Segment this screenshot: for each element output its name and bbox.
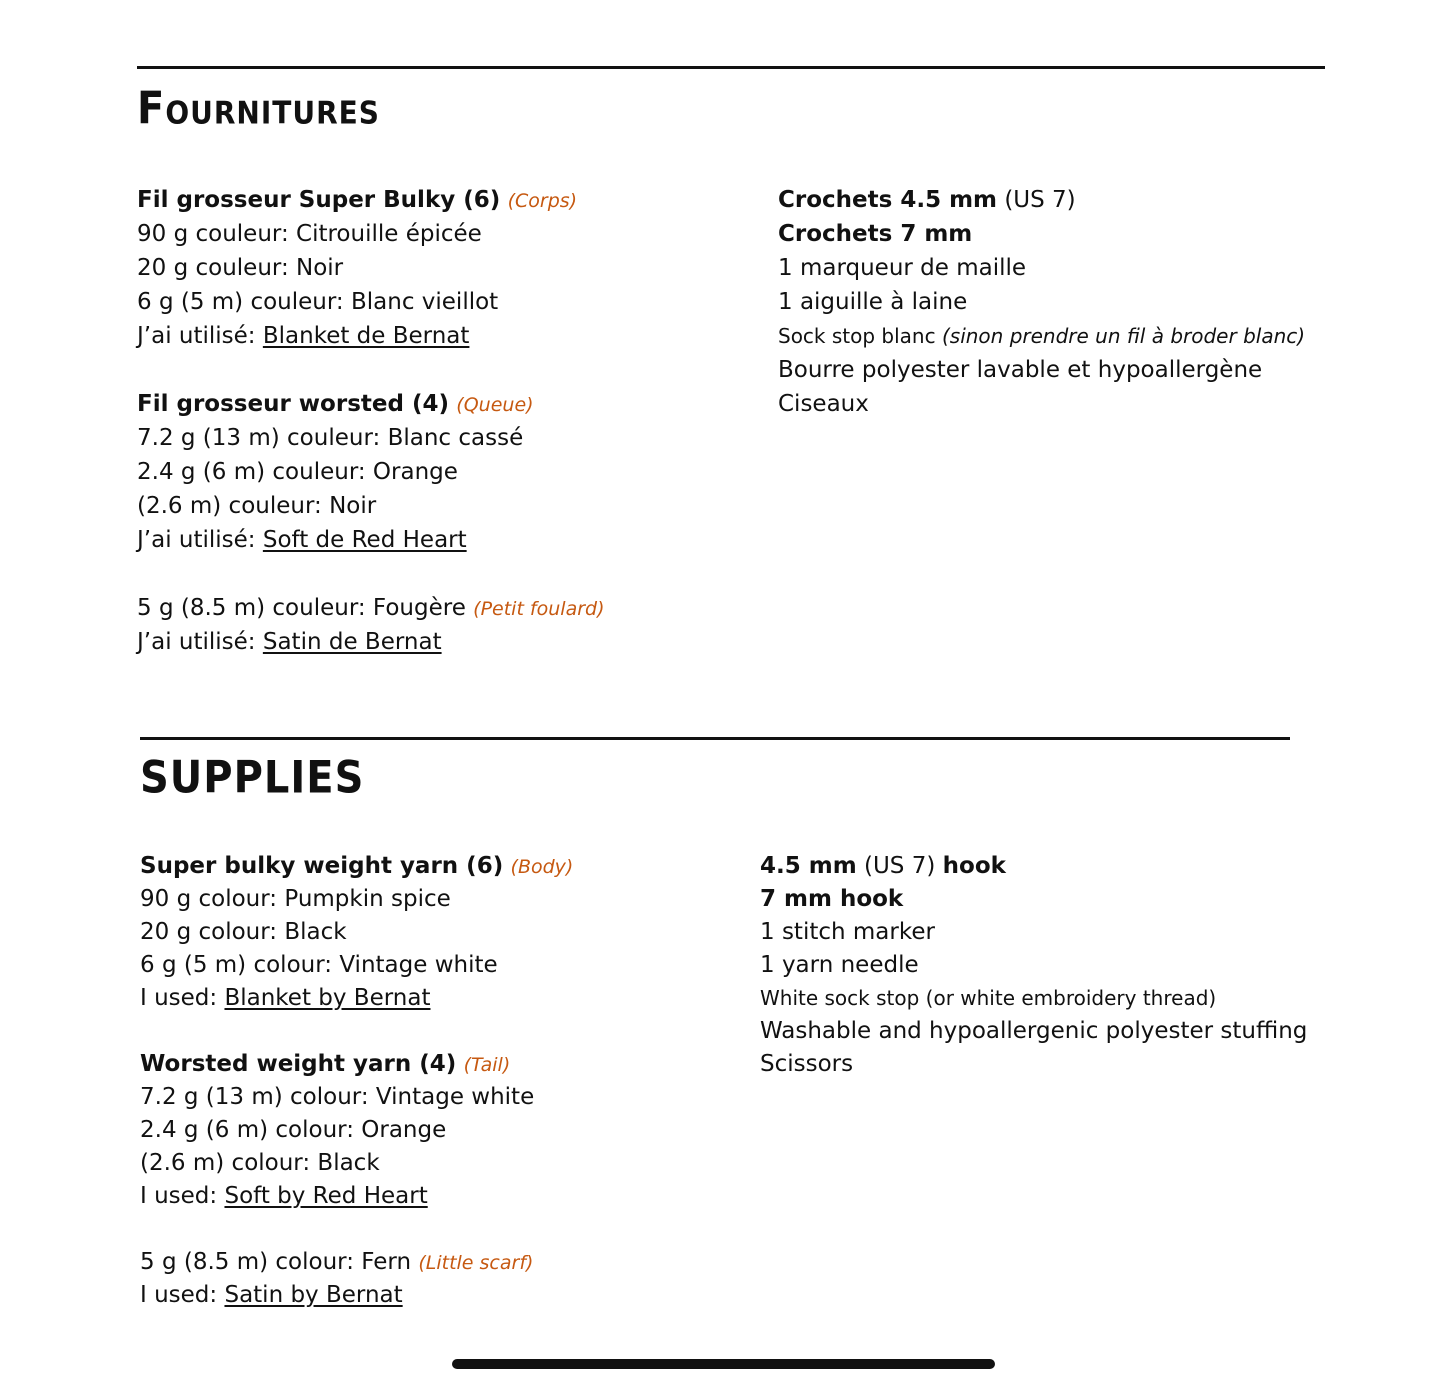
usage-note: (Body) <box>510 856 574 878</box>
scarf-text: 5 g (8.5 m) colour: Fern <box>140 1249 412 1275</box>
used-prefix: J’ai utilisé: <box>137 527 256 553</box>
list-item: 1 marqueur de maille <box>778 255 1027 281</box>
heading-text: Worsted weight yarn (4) <box>140 1051 457 1077</box>
usage-note: (Petit foulard) <box>473 598 605 620</box>
satin-link[interactable]: Satin by Bernat <box>224 1282 403 1308</box>
list-item: 90 g colour: Pumpkin spice <box>140 886 451 912</box>
used-prefix: I used: <box>140 985 218 1011</box>
list-item: (2.6 m) colour: Black <box>140 1150 380 1176</box>
list-item: 20 g colour: Black <box>140 919 347 945</box>
section-title-supplies: SUPPLIES <box>140 752 365 804</box>
fr-scarf-line <box>137 591 605 625</box>
used-prefix: J’ai utilisé: <box>137 629 256 655</box>
list-item: 6 g (5 m) couleur: Blanc vieillot <box>137 289 499 315</box>
en-worsted-heading <box>140 1048 573 1081</box>
heading-text: Super bulky weight yarn (6) <box>140 853 504 879</box>
fr-left-column <box>137 183 605 659</box>
list-item: 90 g couleur: Citrouille épicée <box>137 221 482 247</box>
usage-note: (Tail) <box>463 1054 511 1076</box>
list-item: 7.2 g (13 m) colour: Vintage white <box>140 1084 535 1110</box>
used-prefix: I used: <box>140 1282 218 1308</box>
usage-note: (Little scarf) <box>418 1252 534 1274</box>
top-divider <box>137 66 1325 69</box>
fr-hook-45 <box>778 183 1305 217</box>
list-item: Bourre polyester lavable et hypoallergène <box>778 357 1263 383</box>
list-item: 1 aiguille à laine <box>778 289 968 315</box>
list-item: 20 g couleur: Noir <box>137 255 344 281</box>
sock-stop-note: (sinon prendre un fil à broder blanc) <box>941 324 1306 348</box>
hook-word: hook <box>942 853 1006 879</box>
en-hook-7 <box>760 883 1307 916</box>
en-used-satin <box>140 1279 573 1312</box>
fr-right-column <box>778 183 1305 421</box>
fr-used-blanket <box>137 319 605 353</box>
used-prefix: J’ai utilisé: <box>137 323 256 349</box>
en-hook-45 <box>760 850 1307 883</box>
heading-text: Fil grosseur worsted (4) <box>137 391 449 417</box>
hook-us-size: (US 7) <box>864 853 936 879</box>
hook-size: 7 mm hook <box>760 886 904 912</box>
en-super-bulky-heading <box>140 850 573 883</box>
hook-us-size: (US 7) <box>1004 187 1076 213</box>
en-used-blanket <box>140 982 573 1015</box>
blanket-link[interactable]: Blanket by Bernat <box>224 985 431 1011</box>
list-item: 1 yarn needle <box>760 952 919 978</box>
hook-size: Crochets 4.5 mm <box>778 187 998 213</box>
hook-size: Crochets 7 mm <box>778 221 973 247</box>
used-prefix: I used: <box>140 1183 218 1209</box>
hook-size: 4.5 mm <box>760 853 857 879</box>
list-item: Washable and hypoallergenic polyester stuffing <box>760 1018 1308 1044</box>
satin-link[interactable]: Satin de Bernat <box>262 629 442 655</box>
fr-super-bulky-heading <box>137 183 605 217</box>
en-scarf-line <box>140 1246 573 1279</box>
list-item: 7.2 g (13 m) couleur: Blanc cassé <box>137 425 524 451</box>
list-item: Ciseaux <box>778 391 869 417</box>
middle-divider <box>140 737 1290 740</box>
list-item: 1 stitch marker <box>760 919 935 945</box>
blanket-link[interactable]: Blanket de Bernat <box>262 323 470 349</box>
home-indicator[interactable] <box>452 1359 995 1369</box>
list-item: (2.6 m) couleur: Noir <box>137 493 377 519</box>
en-right-column <box>760 850 1307 1081</box>
en-sock-stop: White sock stop (or white embroidery thread) <box>760 986 1217 1010</box>
usage-note: (Queue) <box>456 394 534 416</box>
sock-stop-text: Sock stop blanc <box>778 324 936 348</box>
list-item: Scissors <box>760 1051 854 1077</box>
fr-sock-stop <box>778 319 1305 353</box>
usage-note: (Corps) <box>507 190 578 212</box>
fr-used-soft <box>137 523 605 557</box>
en-left-column <box>140 850 573 1312</box>
list-item: 2.4 g (6 m) colour: Orange <box>140 1117 447 1143</box>
list-item: 2.4 g (6 m) couleur: Orange <box>137 459 458 485</box>
en-used-soft <box>140 1180 573 1213</box>
scarf-text: 5 g (8.5 m) couleur: Fougère <box>137 595 466 621</box>
list-item: 6 g (5 m) colour: Vintage white <box>140 952 498 978</box>
section-title-fournitures: Fournitures <box>137 83 380 135</box>
fr-worsted-heading <box>137 387 605 421</box>
soft-link[interactable]: Soft by Red Heart <box>224 1183 428 1209</box>
soft-link[interactable]: Soft de Red Heart <box>262 527 467 553</box>
fr-hook-7 <box>778 217 1305 251</box>
heading-text: Fil grosseur Super Bulky (6) <box>137 187 501 213</box>
fr-used-satin <box>137 625 605 659</box>
